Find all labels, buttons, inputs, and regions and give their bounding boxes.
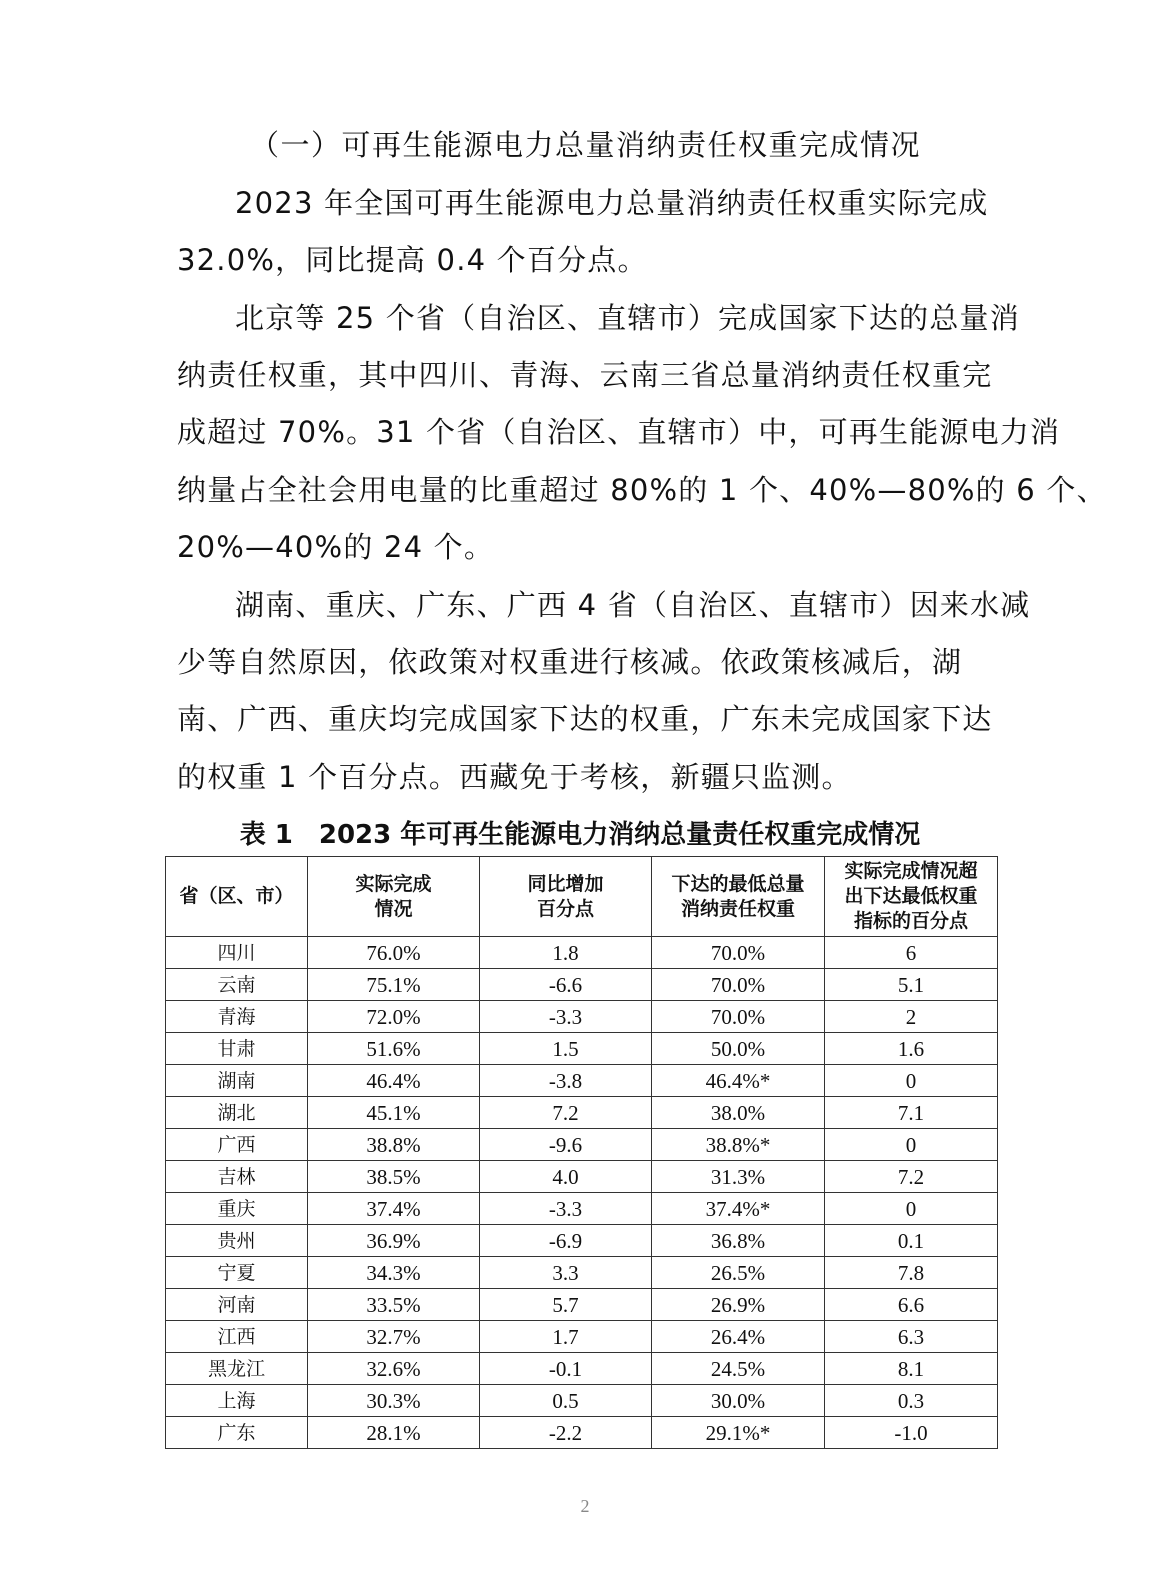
cell-minimum-weight: 70.0%	[652, 969, 825, 1001]
header-minimum-weight: 下达的最低总量 消纳责任权重	[652, 857, 825, 937]
table-row	[166, 1161, 998, 1193]
cell-province: 宁夏	[166, 1257, 308, 1289]
paragraph-2-line-5: 20%—40%的 24 个。	[177, 530, 495, 564]
cell-excess-points: 0.3	[825, 1385, 998, 1417]
table-row	[166, 969, 998, 1001]
table-row	[166, 1129, 998, 1161]
paragraph-1-line-2: 32.0%，同比提高 0.4 个百分点。	[177, 243, 648, 277]
cell-yoy-change: -0.1	[480, 1353, 652, 1385]
cell-actual-completion: 32.6%	[308, 1353, 480, 1385]
cell-actual-completion: 45.1%	[308, 1097, 480, 1129]
cell-province: 湖北	[166, 1097, 308, 1129]
table-body	[166, 937, 998, 1449]
table-row	[166, 1353, 998, 1385]
cell-province: 广东	[166, 1417, 308, 1449]
header-province: 省（区、市）	[166, 857, 308, 937]
cell-province: 贵州	[166, 1225, 308, 1257]
cell-minimum-weight: 31.3%	[652, 1161, 825, 1193]
cell-excess-points: 6.6	[825, 1289, 998, 1321]
cell-yoy-change: 3.3	[480, 1257, 652, 1289]
cell-excess-points: 0	[825, 1129, 998, 1161]
cell-excess-points: 7.2	[825, 1161, 998, 1193]
cell-yoy-change: 4.0	[480, 1161, 652, 1193]
paragraph-2-line-2: 纳责任权重，其中四川、青海、云南三省总量消纳责任权重完	[177, 358, 993, 392]
cell-actual-completion: 37.4%	[308, 1193, 480, 1225]
cell-excess-points: 0	[825, 1193, 998, 1225]
header-excess-points: 实际完成情况超 出下达最低权重 指标的百分点	[825, 857, 998, 937]
paragraph-3-line-2: 少等自然原因，依政策对权重进行核减。依政策核减后，湖	[177, 645, 963, 679]
cell-actual-completion: 34.3%	[308, 1257, 480, 1289]
paragraph-2-line-4: 纳量占全社会用电量的比重超过 80%的 1 个、40%—80%的 6 个、	[177, 473, 1107, 507]
cell-actual-completion: 46.4%	[308, 1065, 480, 1097]
cell-minimum-weight: 26.5%	[652, 1257, 825, 1289]
cell-excess-points: 2	[825, 1001, 998, 1033]
cell-province: 黑龙江	[166, 1353, 308, 1385]
table-title: 表 1 2023 年可再生能源电力消纳总量责任权重完成情况	[239, 820, 921, 850]
cell-province: 江西	[166, 1321, 308, 1353]
cell-actual-completion: 75.1%	[308, 969, 480, 1001]
cell-actual-completion: 36.9%	[308, 1225, 480, 1257]
cell-province: 云南	[166, 969, 308, 1001]
cell-minimum-weight: 26.9%	[652, 1289, 825, 1321]
cell-minimum-weight: 36.8%	[652, 1225, 825, 1257]
cell-minimum-weight: 37.4%*	[652, 1193, 825, 1225]
cell-excess-points: 6	[825, 937, 998, 969]
cell-yoy-change: -6.9	[480, 1225, 652, 1257]
table-row	[166, 1225, 998, 1257]
cell-yoy-change: 1.8	[480, 937, 652, 969]
cell-yoy-change: -3.8	[480, 1065, 652, 1097]
table-row	[166, 1001, 998, 1033]
table-row	[166, 1385, 998, 1417]
table-row	[166, 1097, 998, 1129]
cell-yoy-change: -3.3	[480, 1001, 652, 1033]
cell-minimum-weight: 70.0%	[652, 937, 825, 969]
cell-province: 青海	[166, 1001, 308, 1033]
header-actual-completion: 实际完成 情况	[308, 857, 480, 937]
cell-minimum-weight: 24.5%	[652, 1353, 825, 1385]
cell-actual-completion: 38.8%	[308, 1129, 480, 1161]
page-number: 2	[580, 1496, 590, 1516]
cell-minimum-weight: 29.1%*	[652, 1417, 825, 1449]
cell-province: 湖南	[166, 1065, 308, 1097]
cell-minimum-weight: 46.4%*	[652, 1065, 825, 1097]
cell-yoy-change: 1.7	[480, 1321, 652, 1353]
cell-province: 甘肃	[166, 1033, 308, 1065]
cell-excess-points: -1.0	[825, 1417, 998, 1449]
consumption-weight-table	[165, 856, 998, 1449]
paragraph-3-line-1: 湖南、重庆、广东、广西 4 省（自治区、直辖市）因来水减	[235, 588, 1031, 622]
cell-province: 四川	[166, 937, 308, 969]
cell-excess-points: 7.1	[825, 1097, 998, 1129]
paragraph-2-line-1: 北京等 25 个省（自治区、直辖市）完成国家下达的总量消	[235, 301, 1020, 335]
cell-yoy-change: 5.7	[480, 1289, 652, 1321]
cell-province: 广西	[166, 1129, 308, 1161]
table-header-row	[166, 857, 998, 937]
cell-minimum-weight: 38.0%	[652, 1097, 825, 1129]
table-row	[166, 937, 998, 969]
cell-excess-points: 8.1	[825, 1353, 998, 1385]
header-yoy-change: 同比增加 百分点	[480, 857, 652, 937]
table-row	[166, 1065, 998, 1097]
cell-actual-completion: 30.3%	[308, 1385, 480, 1417]
cell-province: 重庆	[166, 1193, 308, 1225]
cell-actual-completion: 76.0%	[308, 937, 480, 969]
table-row	[166, 1417, 998, 1449]
cell-excess-points: 0.1	[825, 1225, 998, 1257]
cell-actual-completion: 72.0%	[308, 1001, 480, 1033]
cell-actual-completion: 38.5%	[308, 1161, 480, 1193]
cell-yoy-change: 7.2	[480, 1097, 652, 1129]
section-heading: （一）可再生能源电力总量消纳责任权重完成情况	[250, 128, 922, 162]
cell-minimum-weight: 30.0%	[652, 1385, 825, 1417]
table-row	[166, 1321, 998, 1353]
cell-actual-completion: 28.1%	[308, 1417, 480, 1449]
paragraph-3-line-3: 南、广西、重庆均完成国家下达的权重，广东未完成国家下达	[177, 702, 993, 736]
cell-yoy-change: 0.5	[480, 1385, 652, 1417]
table-row	[166, 1289, 998, 1321]
paragraph-2-line-3: 成超过 70%。31 个省（自治区、直辖市）中，可再生能源电力消	[177, 415, 1061, 449]
cell-minimum-weight: 70.0%	[652, 1001, 825, 1033]
cell-province: 河南	[166, 1289, 308, 1321]
cell-yoy-change: -2.2	[480, 1417, 652, 1449]
cell-excess-points: 0	[825, 1065, 998, 1097]
cell-excess-points: 7.8	[825, 1257, 998, 1289]
table-row	[166, 1193, 998, 1225]
cell-yoy-change: -6.6	[480, 969, 652, 1001]
cell-minimum-weight: 26.4%	[652, 1321, 825, 1353]
cell-actual-completion: 32.7%	[308, 1321, 480, 1353]
cell-minimum-weight: 38.8%*	[652, 1129, 825, 1161]
paragraph-3-line-4: 的权重 1 个百分点。西藏免于考核，新疆只监测。	[177, 760, 852, 794]
cell-yoy-change: -9.6	[480, 1129, 652, 1161]
table-row	[166, 1033, 998, 1065]
cell-province: 上海	[166, 1385, 308, 1417]
cell-province: 吉林	[166, 1161, 308, 1193]
cell-minimum-weight: 50.0%	[652, 1033, 825, 1065]
paragraph-1-line-1: 2023 年全国可再生能源电力总量消纳责任权重实际完成	[235, 186, 989, 220]
cell-actual-completion: 33.5%	[308, 1289, 480, 1321]
table-row	[166, 1257, 998, 1289]
cell-excess-points: 5.1	[825, 969, 998, 1001]
cell-actual-completion: 51.6%	[308, 1033, 480, 1065]
cell-excess-points: 6.3	[825, 1321, 998, 1353]
cell-yoy-change: 1.5	[480, 1033, 652, 1065]
cell-excess-points: 1.6	[825, 1033, 998, 1065]
cell-yoy-change: -3.3	[480, 1193, 652, 1225]
